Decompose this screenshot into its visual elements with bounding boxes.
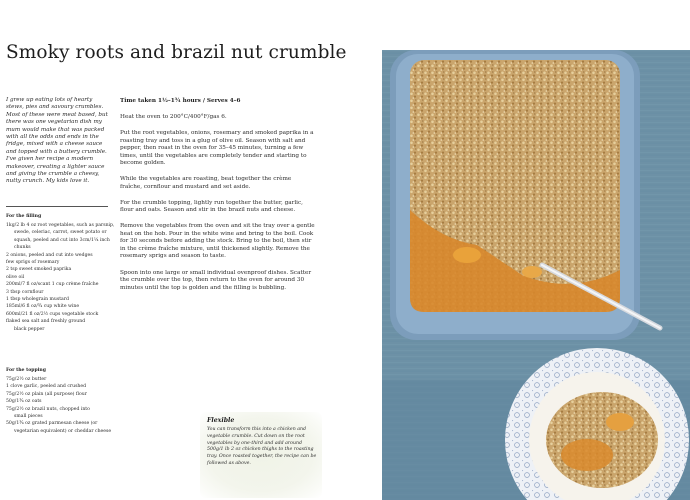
ingredient-line: 50g/1¾ oz grated parmesan cheese (or xyxy=(6,421,98,427)
ingredient-line: 75g/2½ oz brazil nuts, chopped into xyxy=(6,406,90,412)
ingredient-line: chunks xyxy=(14,245,31,251)
ingredient-line: vegetarian equivalent) or cheddar cheese xyxy=(14,428,112,434)
crumble-photo xyxy=(382,50,690,500)
filling-heading: For the filling xyxy=(6,214,42,219)
ingredient-line: 3 tbsp cornflour xyxy=(6,289,44,295)
ingredient-line: olive oil xyxy=(6,274,25,280)
intro-text: I grew up eating lots of hearty stews, pies and savoury crumbles. Most of these were meat based, but there was one vegetarian dish my mum would make that was packed with all the odds and ends in the fridge, mixed with a cheese sauce and topped with a buttery crumble. I've given her recipe a modern makeover, creating a lighter sauce and giving the crumble a cheesy, nutty crunch. My kids love it. xyxy=(6,97,108,185)
ingredient-line: squash, peeled and cut into 3cm/1¼ inch xyxy=(14,237,110,243)
ingredient-line: flaked sea salt and freshly ground xyxy=(6,319,86,325)
method-step: Heat the oven to 200°C/400°F/gas 6. xyxy=(120,114,227,121)
crumble-photo-illustration xyxy=(382,50,690,500)
ingredient-line: 2 onions, peeled and cut into wedges xyxy=(6,252,93,258)
method xyxy=(120,98,315,301)
ingredient-line: 75g/2½ oz butter xyxy=(6,376,47,382)
filling-ingredients xyxy=(6,213,114,333)
method-step: Put the root vegetables, onions, rosemary and smoked paprika in a roasting tray and toss in a glug of olive oil. Season with salt and pepper, then roast in the oven for 35–45 minutes, turning a few times, until the vegetables are completely tender and starting to become golden. xyxy=(120,130,314,167)
topping-list xyxy=(6,376,114,435)
ingredient-line: 50g/1¾ oz oats xyxy=(6,399,42,405)
ingredient-line: 1 tbsp wholegrain mustard xyxy=(6,296,69,302)
ingredient-line: 1kg/2 lb 4 oz root vegetables, such as parsnip, xyxy=(6,222,115,228)
time-taken: Time taken 1½–1¾ hours / Serves 4–6 xyxy=(120,98,241,104)
ingredient-line: 185ml/6 fl oz/¾ cup white wine xyxy=(6,304,80,310)
ingredient-line: swede, celeriac, carrot, sweet potato or xyxy=(14,230,107,236)
flexible-heading: Flexible xyxy=(207,417,235,424)
ingredient-line: black pepper xyxy=(14,326,45,332)
method-step: Remove the vegetables from the oven and sit the tray over a gentle heat on the hob. Pour in the white wine and bring to the boil. Cook for 30 seconds before adding the stock. Bring to the boil, then stir in the crème fraîche mixture, until thickened slightly. Remove the rosemary sprigs and season to taste. xyxy=(120,223,315,260)
flexible-body: You can transform this into a chicken and vegetable crumble. Cut down on the root vegetables by one-third and add around 500g/1 lb 2 oz chicken thighs to the roasting tray. Once roasted together, the recipe can be followed as above. xyxy=(207,427,317,466)
method-step: For the crumble topping, lightly run together the butter, garlic, flour and oats. Season and stir in the brazil nuts and cheese. xyxy=(120,199,303,214)
topping-ingredients xyxy=(6,367,114,435)
ingredient-line: 200ml/7 fl oz/scant 1 cup crème fraîche xyxy=(6,282,99,288)
filling-list xyxy=(6,222,114,333)
ingredient-line: 75g/2½ oz plain (all purpose) flour xyxy=(6,391,87,397)
ingredient-line: few sprigs of rosemary xyxy=(6,259,60,265)
ingredient-line: 600ml/21 fl oz/2½ cups vegetable stock xyxy=(6,311,99,317)
ingredient-line: small pieces xyxy=(14,413,43,419)
ingredient-line: 2 tsp sweet smoked paprika xyxy=(6,267,72,273)
topping-heading: For the topping xyxy=(6,368,46,373)
ingredient-line: 1 clove garlic, peeled and crushed xyxy=(6,384,87,390)
divider xyxy=(6,206,108,207)
method-step: Spoon into one large or small individual ovenproof dishes. Scatter the crumble over the top, then return to the oven for around 30 minutes until the top is golden and the filling is bubbling. xyxy=(120,269,312,291)
method-step: While the vegetables are roasting, beat together the crème fraîche, cornflour and mustard and set aside. xyxy=(120,176,292,190)
page-title: Smoky roots and brazil nut crumble xyxy=(6,42,347,63)
